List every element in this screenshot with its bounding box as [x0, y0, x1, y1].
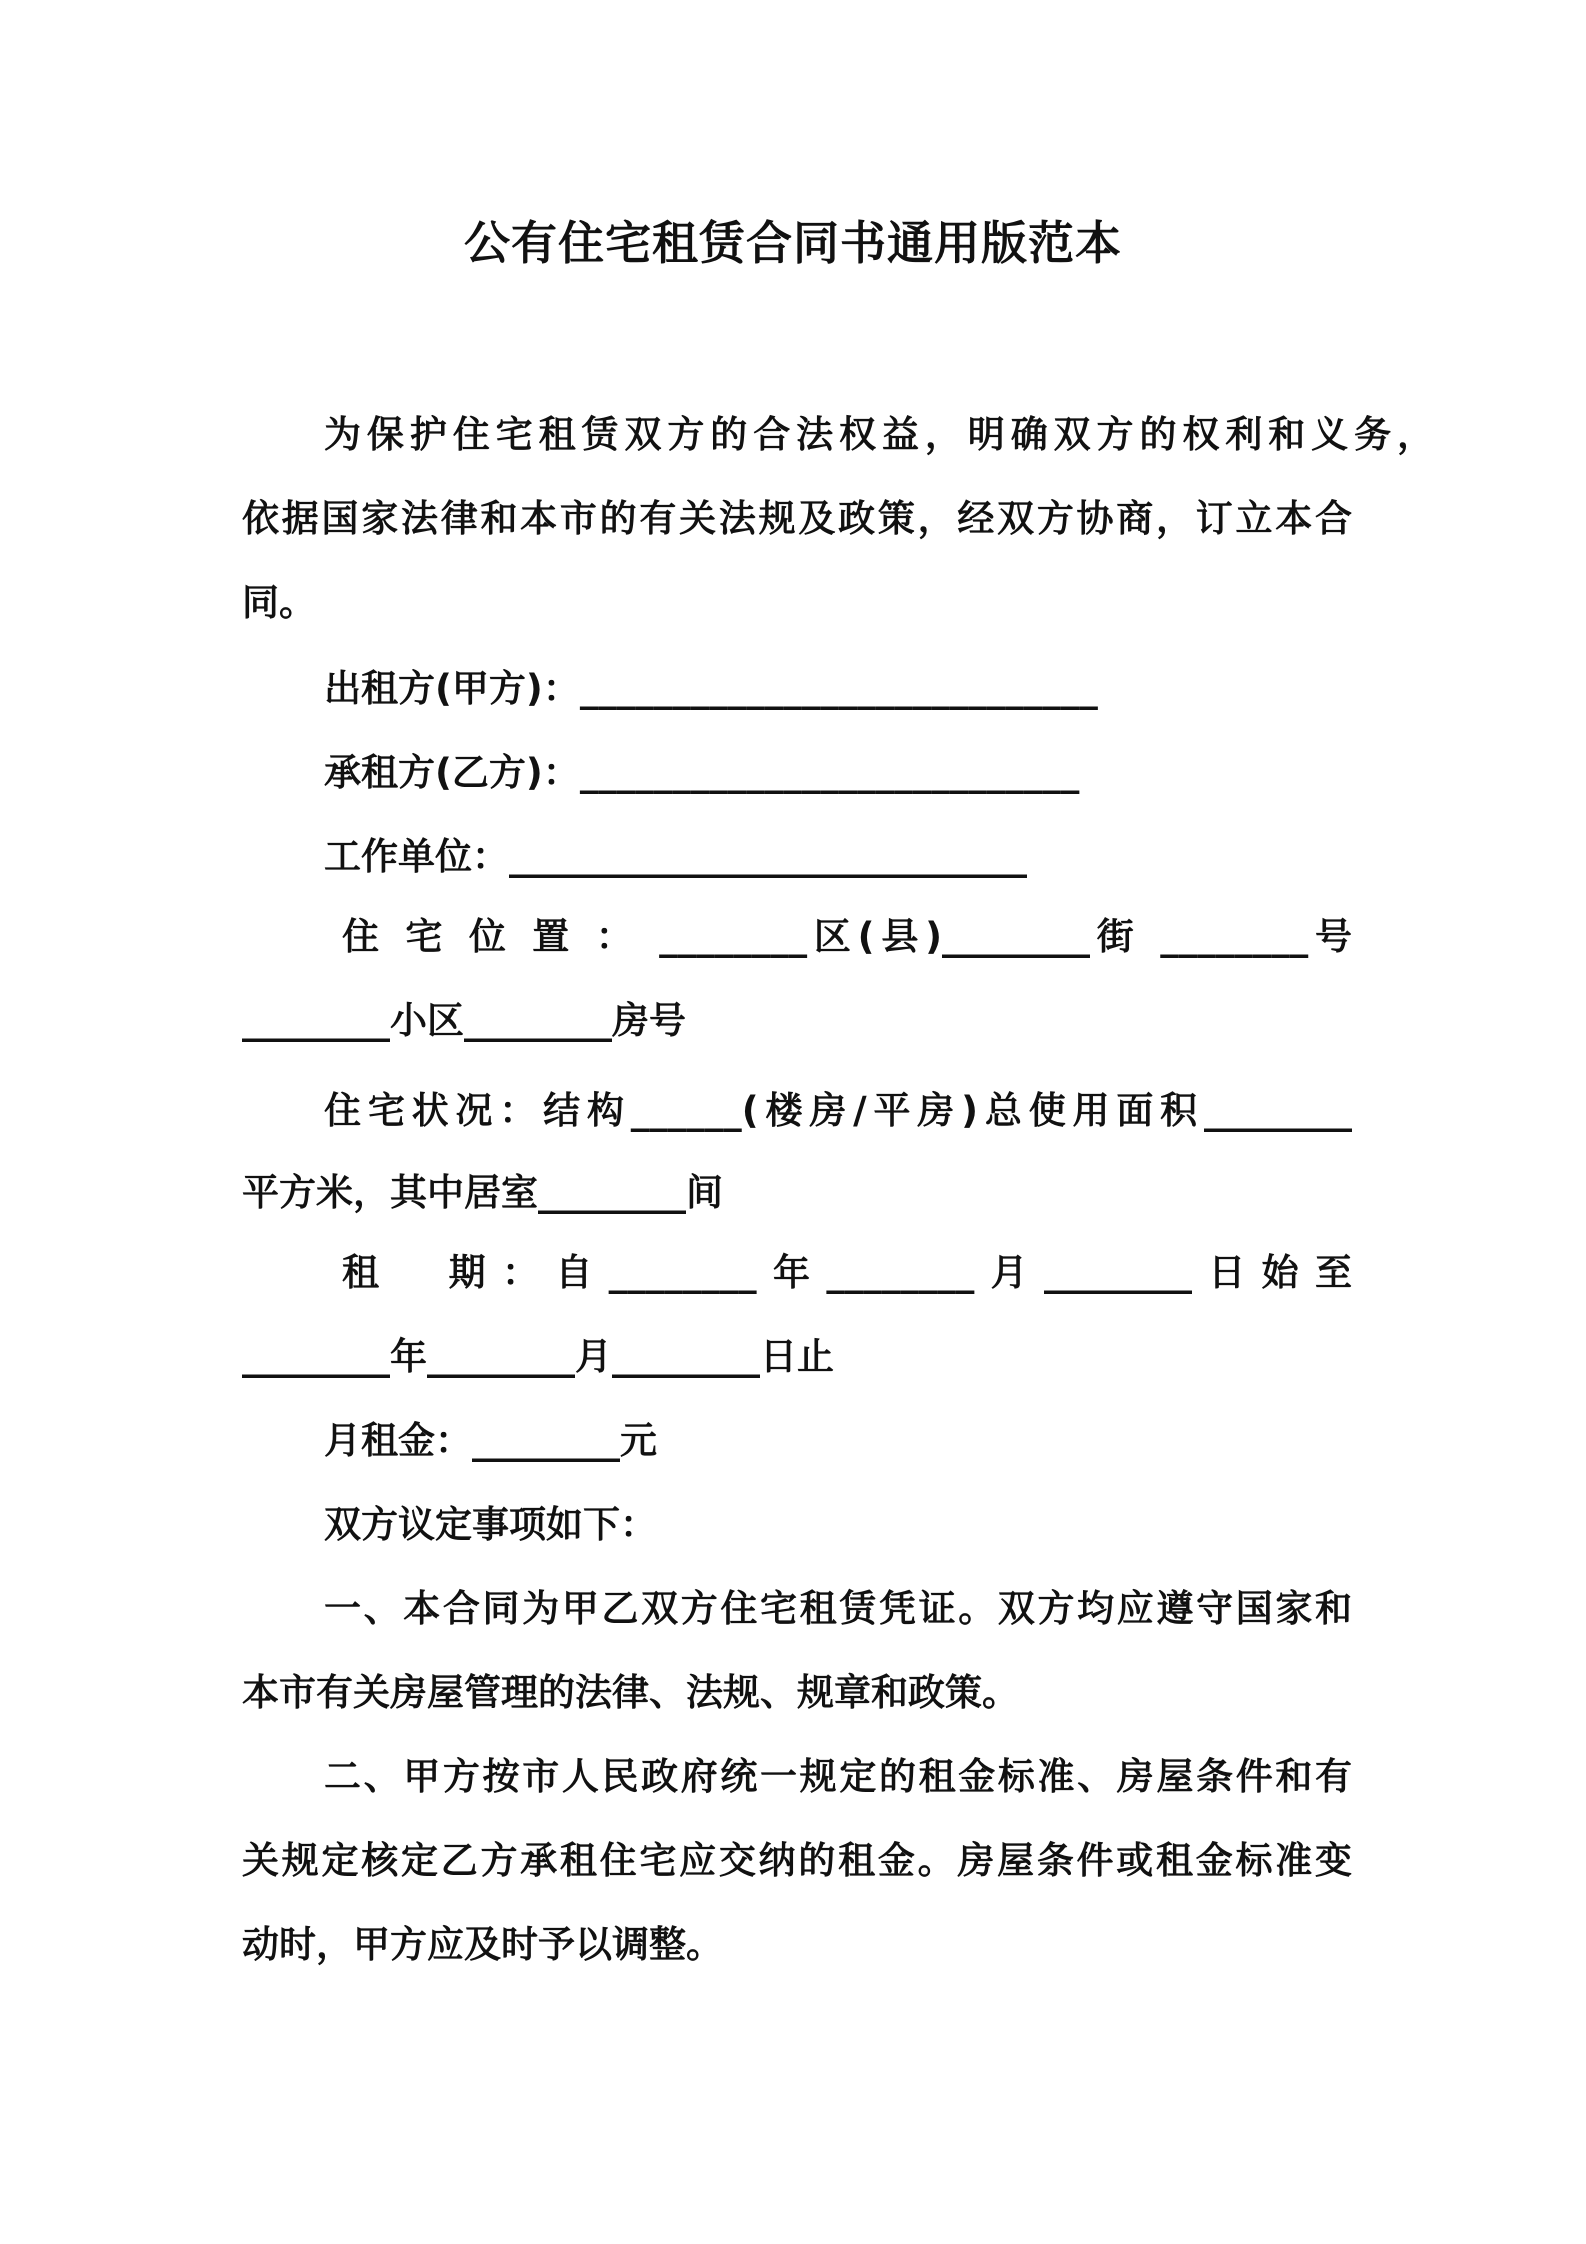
intro-line-3: 同。 — [242, 581, 316, 624]
clause-2-line-3: 动时，甲方应及时予以调整。 — [242, 1923, 723, 1966]
clause-1-line-2: 本市有关房屋管理的法律、法规、规章和政策。 — [242, 1671, 1019, 1714]
lease-term-line-2: ________年________月________日止 — [242, 1335, 834, 1378]
document-title: 公有住宅租赁合同书通用版范本 — [464, 216, 1122, 270]
intro-line-1: 为保护住宅租赁双方的合法权益，明确双方的权利和义务， — [324, 413, 1434, 456]
clause-2-line-1: 二、甲方按市人民政府统一规定的租金标准、房屋条件和有 — [324, 1755, 1352, 1798]
lease-term-line-1: 租 期：自________年________月________日始至 — [342, 1251, 1352, 1294]
agreed-matters-heading: 双方议定事项如下： — [324, 1503, 657, 1546]
residence-status-line-2: 平方米，其中居室________间 — [242, 1171, 723, 1214]
intro-line-2: 依据国家法律和本市的有关法规及政策，经双方协商，订立本合 — [242, 497, 1352, 540]
clause-2-line-2: 关规定核定乙方承租住宅应交纳的租金。房屋条件或租金标准变 — [242, 1839, 1352, 1882]
lessor-field: 出租方(甲方)：____________________________ — [324, 667, 1098, 710]
residence-location-line-1: 住 宅 位 置 ： ________区(县)________街 ________号 — [342, 915, 1352, 958]
work-unit-field: 工作单位：____________________________ — [324, 835, 1027, 878]
residence-location-line-2: ________小区________房号 — [242, 999, 686, 1042]
clause-1-line-1: 一、本合同为甲乙双方住宅租赁凭证。双方均应遵守国家和 — [324, 1587, 1352, 1630]
monthly-rent-field: 月租金：________元 — [324, 1419, 657, 1462]
residence-status-line-1: 住宅状况：结构______(楼房/平房)总使用面积________ — [324, 1089, 1352, 1132]
lessee-field: 承租方(乙方)：___________________________ — [324, 751, 1080, 794]
